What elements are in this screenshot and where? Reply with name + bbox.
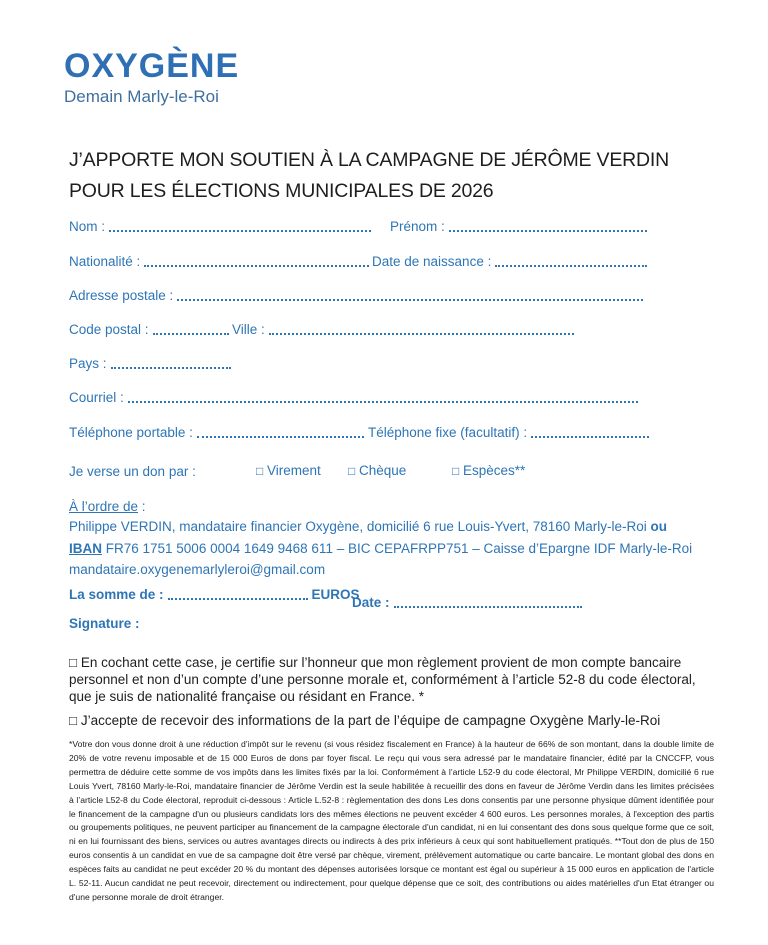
title-line-1: J’APPORTE MON SOUTIEN À LA CAMPAGNE DE JÉRÔME VERDIN bbox=[69, 149, 669, 171]
order-heading-colon: : bbox=[138, 499, 146, 514]
code-postal-label: Code postal : bbox=[69, 322, 149, 337]
code-postal-field[interactable] bbox=[69, 321, 229, 339]
order-heading-text: À l’ordre de bbox=[69, 499, 139, 514]
adresse-input[interactable] bbox=[177, 299, 643, 301]
tel-portable-input[interactable] bbox=[197, 436, 364, 438]
adresse-label: Adresse postale : bbox=[69, 288, 174, 303]
phone-row bbox=[69, 424, 649, 442]
courriel-input[interactable] bbox=[128, 401, 638, 403]
nationalite-input[interactable] bbox=[144, 265, 369, 267]
order-heading bbox=[69, 498, 146, 516]
courriel-field[interactable] bbox=[69, 389, 638, 407]
date-field[interactable] bbox=[352, 594, 582, 612]
signature-label: Signature : bbox=[69, 616, 140, 631]
title-line-2: POUR LES ÉLECTIONS MUNICIPALES DE 2026 bbox=[69, 180, 494, 202]
especes-label: Espèces** bbox=[463, 463, 526, 478]
iban-label: IBAN bbox=[69, 541, 102, 556]
logo-name: OXYGÈNE bbox=[64, 47, 240, 85]
prenom-input[interactable] bbox=[449, 230, 647, 232]
email-row bbox=[69, 389, 638, 407]
amount-field[interactable] bbox=[69, 586, 360, 604]
payee-line bbox=[69, 518, 667, 536]
consent-newsletter-checkbox[interactable]: □ J’accepte de recevoir des informations de la part de l’équipe de campagne Oxygène Marly-le-Roi bbox=[69, 713, 661, 728]
or-text: ou bbox=[650, 519, 668, 534]
amount-label: La somme de : bbox=[69, 587, 164, 602]
checkbox-icon[interactable]: □ bbox=[348, 464, 356, 478]
naissance-field[interactable] bbox=[372, 253, 647, 271]
nationality-row bbox=[69, 253, 647, 271]
cheque-label: Chèque bbox=[359, 463, 407, 478]
prenom-label: Prénom : bbox=[390, 219, 445, 234]
ville-field[interactable] bbox=[232, 321, 574, 339]
address-row bbox=[69, 287, 643, 305]
code-postal-input[interactable] bbox=[153, 333, 229, 335]
checkbox-icon[interactable]: □ bbox=[452, 464, 460, 478]
payment-cheque[interactable] bbox=[348, 462, 406, 480]
consent-certify-checkbox[interactable]: □ En cochant cette case, je certifie sur l’honneur que mon règlement provient de mon compte bancaire personnel et non d’un compte d’une personne morale et, conformément à l’article 52-8 du code électoral, que je suis de nationalité française ou résidant en France. * bbox=[69, 655, 696, 704]
city-row bbox=[69, 321, 574, 339]
name-row bbox=[69, 218, 647, 236]
payment-label: Je verse un don par : bbox=[69, 464, 196, 479]
tel-fixe-input[interactable] bbox=[531, 436, 649, 438]
naissance-input[interactable] bbox=[495, 265, 647, 267]
country-row bbox=[69, 355, 231, 373]
oxygene-logo bbox=[64, 48, 239, 108]
payee-email[interactable]: mandataire.oxygenemarlyleroi@gmail.com bbox=[69, 562, 326, 577]
amount-unit: EUROS bbox=[311, 587, 360, 602]
date-input[interactable] bbox=[394, 606, 582, 608]
tel-fixe-label: Téléphone fixe (facultatif) : bbox=[368, 425, 528, 440]
pays-field[interactable] bbox=[69, 355, 231, 373]
prenom-field[interactable] bbox=[390, 218, 647, 236]
iban-value: FR76 1751 5006 0004 1649 9468 611 – BIC CEPAFRPP751 – Caisse d’Epargne IDF Marly-le-Roi bbox=[102, 541, 693, 556]
nom-field[interactable] bbox=[69, 218, 371, 236]
tel-portable-field[interactable] bbox=[69, 424, 364, 442]
date-label: Date : bbox=[352, 595, 390, 610]
page-title bbox=[69, 145, 669, 207]
payment-especes[interactable] bbox=[452, 462, 525, 480]
ville-label: Ville : bbox=[232, 322, 265, 337]
pays-input[interactable] bbox=[111, 367, 231, 369]
nom-input[interactable] bbox=[109, 230, 371, 232]
adresse-field[interactable] bbox=[69, 287, 643, 305]
nationalite-field[interactable] bbox=[69, 253, 369, 271]
logo-tagline: Demain Marly-le-Roi bbox=[64, 87, 219, 106]
naissance-label: Date de naissance : bbox=[372, 254, 492, 269]
amount-input[interactable] bbox=[168, 598, 308, 600]
virement-label: Virement bbox=[267, 463, 321, 478]
nationalite-label: Nationalité : bbox=[69, 254, 141, 269]
tel-fixe-field[interactable] bbox=[368, 424, 649, 442]
ville-input[interactable] bbox=[269, 333, 574, 335]
tel-portable-label: Téléphone portable : bbox=[69, 425, 193, 440]
pays-label: Pays : bbox=[69, 356, 107, 371]
payee-text: Philippe VERDIN, mandataire financier Oxygène, domicilié 6 rue Louis-Yvert, 78160 Marly-le-Roi bbox=[69, 519, 651, 534]
iban-line bbox=[69, 540, 692, 558]
legal-fine-print: *Votre don vous donne droit à une réduction d’impôt sur le revenu (si vous résidez fiscalement en France) à la hauteur de 66% de son montant, dans la double limite de 20% de votre revenu imposable et de 15 000 Euros de dons par foyer fiscal. Le reçu qui vous sera adressé par le mandataire financier, édité par la CNCCFP, vous permettra de déduire cette somme de vos impôts dans les limites fixés par la loi. Conformément à l’article L52-9 du code électoral, Mr Philippe VERDIN, domicilié 6 rue Louis Yvert, 78160 Marly-le-Roi, mandataire financier de Jérôme Verdin est la seule habilitée à recueillir des dons en faveur de Jérôme Verdin dans les limites précisées à l’article L52-8 du Code électoral, reproduit ci-dessous : Article L.52-8 : règlementation des dons Les dons consentis par une personne physique dûment identifiée pour le financement de la campagne d'un ou plusieurs candidats lors des mêmes élections ne peuvent excéder 4 600 euros. Les personnes morales, à l'exception des partis ou groupements politiques, ne peuvent participer au financement de la campagne électorale d'un candidat, ni en lui consentant des dons sous quelque forme que ce soit, ni en lui fournissant des biens, services ou autres avantages directs ou indirects à des prix inférieurs à ceux qui sont habituellement pratiqués. **Tout don de plus de 150 euros consentis à un candidat en vue de sa campagne doit être versé par chèque, virement, prélèvement automatique ou carte bancaire. Le montant global des dons en espèces faits au candidat ne peut excéder 20 % du montant des dépenses autorisées lorsque ce montant est égal ou supérieur à 15 000 euros en application de l'article L. 52-11. Aucun candidat ne peut recevoir, directement ou indirectement, pour quelque dépense que ce soit, des contributions ou aides matérielles d'un Etat étranger ou d'une personne morale de droit étranger. bbox=[69, 739, 714, 902]
courriel-label: Courriel : bbox=[69, 390, 124, 405]
payment-virement[interactable] bbox=[256, 462, 321, 480]
checkbox-icon[interactable]: □ bbox=[256, 464, 264, 478]
nom-label: Nom : bbox=[69, 219, 106, 234]
